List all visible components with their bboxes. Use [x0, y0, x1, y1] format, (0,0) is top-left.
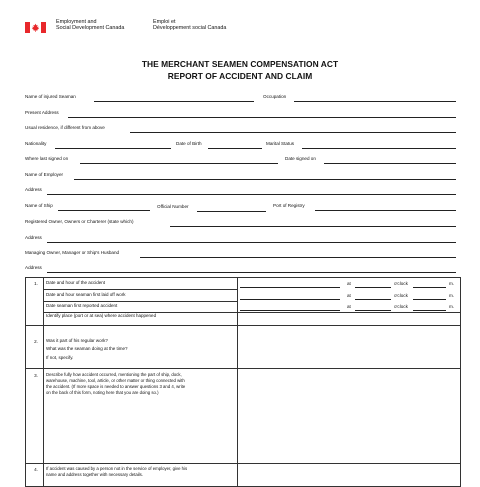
- where-signed-on-label: Where last signed on: [25, 156, 69, 161]
- official-number-label: Official Number: [157, 204, 189, 209]
- q1-place-label: Identify place (port or at sea) where accident happened: [46, 313, 157, 318]
- dept-fr-line2: Développement social Canada: [153, 25, 227, 32]
- name-of-injured-label: Name of injured Seaman: [25, 94, 76, 99]
- managing-owner-field[interactable]: [140, 257, 456, 258]
- usual-residence-label: Usual residence, if different from above: [25, 125, 105, 130]
- form-title-act: THE MERCHANT SEAMEN COMPENSATION ACT: [141, 59, 339, 69]
- form-title-report: REPORT OF ACCIDENT AND CLAIM: [167, 71, 313, 81]
- manager-address-label: Address: [25, 265, 42, 270]
- q3-describe-line3: the accident. (If more space is needed to answer questions 3 and 4, write: [46, 384, 186, 389]
- q3-answer-area[interactable]: [238, 369, 460, 462]
- q1-laid-off-ampm-field[interactable]: [413, 299, 446, 300]
- q1-reported-ampm-field[interactable]: [413, 310, 446, 311]
- employer-address-label: Address: [25, 187, 42, 192]
- q1-m-label-1: m.: [449, 281, 455, 286]
- present-address-field[interactable]: [68, 117, 456, 118]
- q1-accident-date-label: Date and hour of the accident: [46, 280, 106, 285]
- q1-at-label-2: at: [347, 293, 351, 298]
- q4-answer-area[interactable]: [238, 464, 460, 480]
- manager-address-field[interactable]: [47, 272, 456, 273]
- q1-reported-hour-field[interactable]: [355, 310, 391, 311]
- q1-reported-label: Date seaman first reported accident: [46, 303, 118, 308]
- q3-describe-line4: on the back of this form, noting here that you are doing so.): [46, 390, 159, 395]
- q1-laid-off-label: Date and hour seaman first laid off work: [46, 292, 126, 297]
- q4-person-line2: name and address together with necessary details.: [46, 472, 143, 477]
- nationality-label: Nationality: [25, 141, 47, 146]
- occupation-field[interactable]: [294, 101, 456, 102]
- q1-laid-off-hour-field[interactable]: [355, 299, 391, 300]
- official-number-field[interactable]: [197, 211, 266, 212]
- employer-address-field[interactable]: [47, 194, 456, 195]
- q2-answer-area[interactable]: [238, 326, 460, 367]
- nationality-field[interactable]: [55, 148, 171, 149]
- q3-describe-line1: Describe fully how accident occurred, mentioning the part of ship, dock,: [46, 372, 182, 377]
- registered-owner-label: Registered Owner, Owners or Charterer (state which): [25, 219, 134, 224]
- occupation-label: Occupation: [263, 94, 287, 99]
- number-column-divider: [43, 277, 44, 487]
- department-name-fr: [153, 19, 226, 32]
- q1-at-label-3: at: [347, 304, 351, 309]
- canada-flag-icon: [25, 20, 46, 31]
- date-of-birth-label: Date of Birth: [176, 141, 202, 146]
- date-signed-on-field[interactable]: [324, 163, 456, 164]
- q1-accident-date-field[interactable]: [240, 287, 340, 288]
- q4-person-line1: If accident was caused by a person not in the service of employer, give his: [46, 466, 188, 471]
- name-of-ship-label: Name of Ship: [25, 203, 53, 208]
- q1-oclock-label-2: o'clock: [394, 293, 408, 298]
- name-of-injured-field[interactable]: [94, 101, 254, 102]
- date-of-birth-field[interactable]: [208, 148, 262, 149]
- q4-number: 4.: [34, 467, 38, 472]
- q2-specify-label: If not, specify.: [46, 355, 74, 360]
- q1-laid-off-date-field[interactable]: [240, 299, 340, 300]
- usual-residence-field[interactable]: [130, 132, 456, 133]
- marital-status-label: Marital Status: [266, 141, 295, 146]
- q1-at-label-1: at: [347, 281, 351, 286]
- q2-number: 2.: [34, 339, 38, 344]
- port-of-registry-label: Port of Registry: [273, 203, 305, 208]
- owner-address-label: Address: [25, 235, 42, 240]
- dept-en-line2: Social Development Canada: [56, 25, 125, 32]
- managing-owner-label: Managing Owner, Manager or Ship's Husband: [25, 250, 120, 255]
- q1-m-label-3: m.: [449, 304, 455, 309]
- registered-owner-field[interactable]: [170, 226, 456, 227]
- name-of-employer-field[interactable]: [74, 179, 456, 180]
- q1-accident-hour-field[interactable]: [355, 287, 391, 288]
- q3-describe-line2: warehouse, machine, tool, article, or other matter or thing connected with: [46, 378, 185, 383]
- q1-subrow-divider-1: [43, 289, 237, 290]
- department-name-en: [56, 19, 124, 32]
- q1-oclock-label-3: o'clock: [394, 304, 408, 309]
- owner-address-field[interactable]: [47, 242, 456, 243]
- q1-oclock-label-1: o'clock: [394, 281, 408, 286]
- port-of-registry-field[interactable]: [315, 210, 456, 211]
- q1-accident-ampm-field[interactable]: [413, 287, 446, 288]
- dept-fr-line1: Emploi et: [153, 19, 176, 25]
- q1-place-answer-area[interactable]: [238, 313, 460, 324]
- q3-number: 3.: [34, 373, 38, 378]
- q2-regular-work-label: Was it part of his regular work?: [46, 338, 108, 343]
- q1-subrow-divider-2: [43, 301, 237, 302]
- date-signed-on-label: Date signed on: [285, 156, 316, 161]
- marital-status-field[interactable]: [302, 148, 456, 149]
- where-signed-on-field[interactable]: [80, 163, 278, 164]
- present-address-label: Present Address: [25, 110, 59, 115]
- name-of-employer-label: Name of Employer: [25, 172, 64, 177]
- dept-en-line1: Employment and: [56, 19, 97, 25]
- q1-number: 1.: [34, 281, 38, 286]
- q1-reported-date-field[interactable]: [240, 310, 340, 311]
- q2-doing-label: What was the seaman doing at the time?: [46, 346, 128, 351]
- q1-m-label-2: m.: [449, 293, 455, 298]
- name-of-ship-field[interactable]: [58, 210, 150, 211]
